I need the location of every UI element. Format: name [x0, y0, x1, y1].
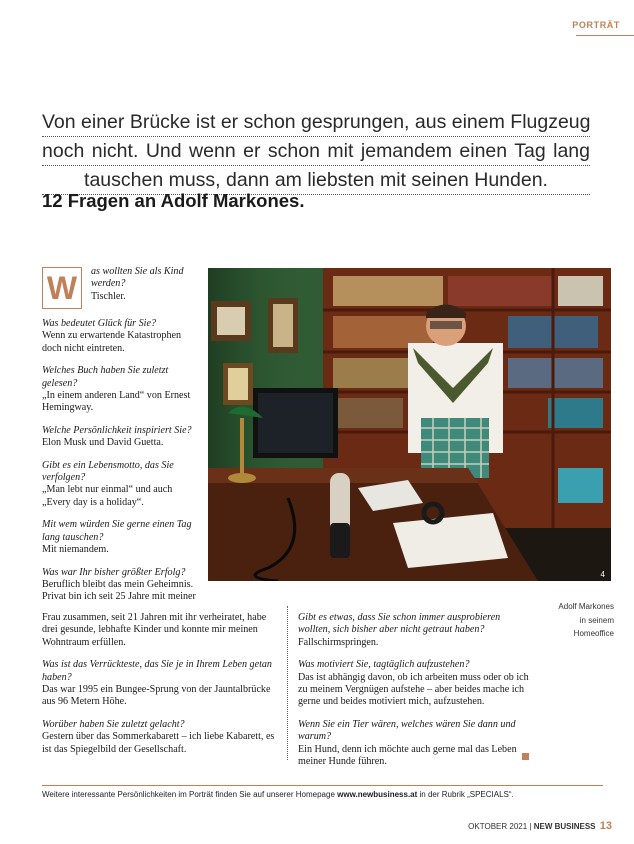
question: Was motiviert Sie, tagtäglich aufzustehen?: [298, 659, 470, 671]
question: Welche Persönlichkeit inspiriert Sie?: [42, 424, 192, 436]
answer: Frau zusammen, seit 21 Jahren mit ihr verheiratet, habe drei gesunde, lebhafte Kinder und konnte mir meinen Wohntraum erfüllen.: [42, 612, 267, 648]
office-illustration: [208, 268, 611, 581]
qa-item: [298, 659, 530, 709]
caption-line: in seinem: [579, 615, 614, 625]
photo-number: 4: [600, 570, 605, 579]
lead-paragraph: [42, 108, 590, 195]
lead-line-1: Von einer Brücke ist er schon gesprungen, aus einem Flugzeug: [42, 108, 590, 137]
issue-date: OKTOBER 2021: [468, 822, 528, 831]
qa-left-column: [42, 318, 200, 604]
answer: „Man lebt nur einmal“ und auch „Every day is a holiday“.: [42, 484, 173, 508]
footer-note-text: Weitere interessante Persönlichkeiten im Porträt finden Sie auf unserer Homepage: [42, 790, 338, 799]
lead-line-2: noch nicht. Und wenn er schon mit jemandem einen Tag lang: [42, 137, 590, 166]
question: Was ist das Verrückteste, das Sie je in Ihrem Leben getan haben?: [42, 659, 272, 683]
caption-line: Homeoffice: [573, 629, 614, 638]
section-rule: [576, 35, 634, 36]
answer: Beruflich bleibt das mein Geheimnis.: [42, 578, 194, 590]
qa-item: [42, 612, 278, 649]
end-mark: [522, 753, 529, 760]
qa-item: [298, 612, 530, 649]
page-footer: [468, 820, 612, 832]
qa-bottom-right: [298, 612, 530, 768]
article-title: 12 Fragen an Adolf Markones.: [42, 190, 305, 211]
question: Wenn Sie ein Tier wären, welches wären Sie dann und warum?: [298, 718, 516, 743]
portrait-photo: [208, 268, 611, 581]
caption-line: Adolf Markones: [558, 602, 614, 611]
qa-item: [42, 659, 278, 709]
answer: Gestern über das Sommerkabarett – ich liebe Kabarett, es ist das Spiegelbild der Gesellschaft.: [42, 731, 275, 755]
photo-caption: [540, 600, 614, 641]
answer: Wenn zu erwartende Katastrophen doch nicht eintreten.: [42, 330, 182, 354]
lead-line-3: tauschen muss, dann am liebsten mit seinen Hunden.: [42, 166, 590, 195]
qa-item: [42, 719, 278, 756]
qa-item: [42, 318, 200, 355]
answer: Das war 1995 ein Bungee-Sprung von der Jauntalbrücke aus 96 Metern Höhe.: [42, 684, 271, 708]
answer: Fallschirmspringen.: [298, 636, 379, 648]
question: Mit wem würden Sie gerne einen Tag lang tauschen?: [42, 519, 192, 543]
qa-item: [298, 719, 530, 769]
publication-name: NEW BUSINESS: [533, 822, 596, 831]
question: Gibt es ein Lebensmotto, das Sie verfolgen?: [42, 459, 174, 484]
footer-rule: [42, 785, 603, 786]
section-label: PORTRÄT: [572, 20, 620, 30]
answer: „In einem anderen Land“ von Ernest Hemingway.: [42, 390, 191, 414]
question: Worüber haben Sie zuletzt gelacht?: [42, 718, 185, 730]
qa-item: [42, 519, 200, 556]
qa-first: [91, 266, 201, 303]
answer: Elon Musk und David Guetta.: [42, 437, 164, 449]
question: Gibt es etwas, dass Sie schon immer ausprobieren wollten, sich bisher aber nicht getraut haben?: [298, 612, 501, 636]
qa-item: [42, 567, 200, 604]
column-divider: [287, 606, 288, 760]
answer: Privat bin ich seit 25 Jahre mit meiner: [42, 591, 196, 603]
question: Was war Ihr bisher größter Erfolg?: [42, 566, 186, 578]
footer-separator: |: [529, 822, 532, 831]
answer-first: Tischler.: [91, 290, 126, 302]
drop-cap: W: [42, 267, 82, 309]
page-number: 13: [599, 820, 612, 832]
footer-note: [42, 790, 514, 799]
answer: Mit niemandem.: [42, 544, 109, 556]
answer: Ein Hund, denn ich möchte auch gerne mal das Leben meiner Hunde führen.: [298, 743, 517, 768]
homepage-link[interactable]: www.newbusiness.at: [337, 790, 418, 799]
qa-item: [42, 425, 200, 450]
qa-item: [42, 365, 200, 415]
question: Was bedeutet Glück für Sie?: [42, 318, 156, 329]
footer-note-text: in der Rubrik „SPECIALS“.: [417, 790, 514, 799]
answer: Das ist abhängig davon, ob ich arbeiten muss oder ob ich zu meinem Vergnügen aufstehe – aber beides mache ich gerne und beides motiviert mich, aufzustehen.: [298, 671, 529, 708]
qa-bottom-left: [42, 612, 278, 756]
question-first: as wollten Sie als Kind werden?: [91, 266, 184, 290]
question: Welches Buch haben Sie zuletzt gelesen?: [42, 365, 169, 389]
qa-item: [42, 460, 200, 510]
